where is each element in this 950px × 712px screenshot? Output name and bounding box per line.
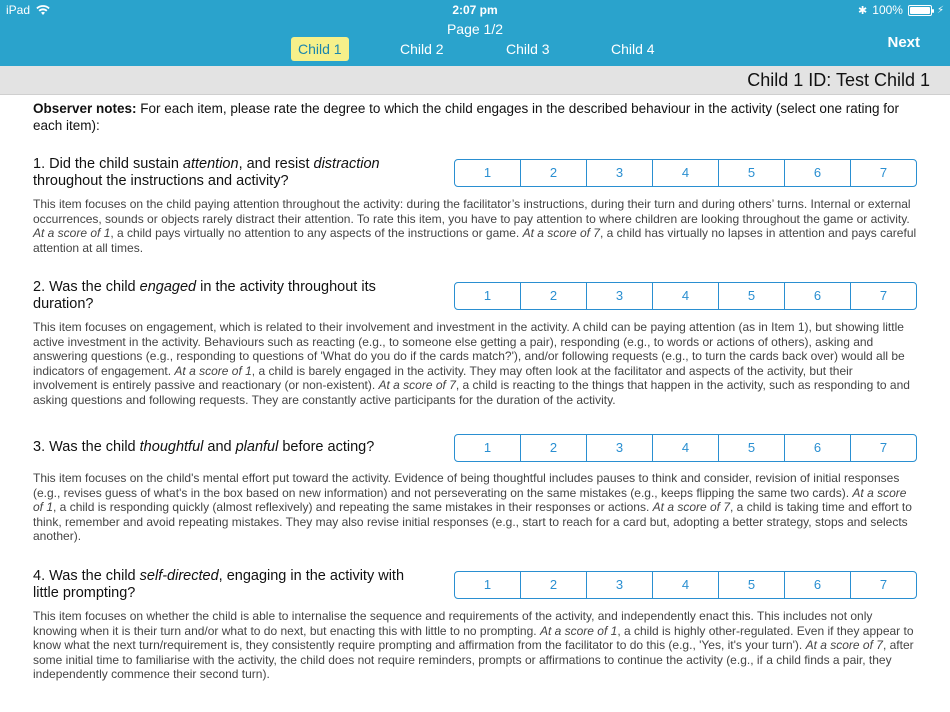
rating-option-6[interactable]: 6: [785, 160, 851, 186]
rating-option-4[interactable]: 4: [653, 283, 719, 309]
rating-scale: [454, 434, 917, 462]
bluetooth-icon: ✱: [858, 4, 868, 17]
rating-scale: [454, 571, 917, 599]
tab-child-2[interactable]: Child 2: [400, 41, 444, 57]
rating-option-5[interactable]: 5: [719, 572, 785, 598]
rating-option-4[interactable]: 4: [653, 160, 719, 186]
rating-option-7[interactable]: 7: [879, 165, 888, 180]
question-title: 3. Was the child thoughtful and planful before acting?: [33, 439, 375, 455]
rating-option-1[interactable]: 1: [455, 435, 521, 461]
rating-option-7[interactable]: 7: [879, 577, 888, 592]
battery-icon: [908, 5, 932, 16]
observer-notes: [33, 100, 918, 134]
tab-child-3[interactable]: Child 3: [506, 41, 550, 57]
question-title: 4. Was the child self-directed, engaging in the activity with little prompting?: [33, 568, 405, 601]
question-description: This item focuses on the child's mental effort put toward the activity. Evidence of being thoughtful includes pauses to think and consider, revision of initial responses (e.g., revises guess of what's in the box based on new information) and not perseverating on the same mistakes (e.g., keeps flipping the same two cards). At a score of 1, a child is responding quickly (almost reflexively) and repeating the same mistakes in their responses or actions. At a score of 7, a child is taking time and effort to think, remember and avoid repeating mistakes. They may also revise initial responses (e.g., start to reach for a card but, adopting a better strategy, stops and selects another).: [33, 471, 912, 543]
rating-option-1[interactable]: 1: [455, 283, 521, 309]
rating-option-3[interactable]: 3: [587, 572, 653, 598]
observer-notes-heading: Observer notes:: [33, 101, 137, 116]
rating-option-2[interactable]: 2: [521, 572, 587, 598]
question-description: This item focuses on whether the child is able to internalise the sequence and requirements of the activity, and independently enact this. This includes not only knowing when it is their turn and/or what to do next, but enacting this with little to no prompting. At a score of 1, a child is highly other-regulated. Even if they appear to know what the next turn/requirement is, they consistently require prompting and affirmation from the facilitator to do this (e.g., 'Yes, it's your turn'). At a score of 7, after some initial time to familiarise with the activity, the child does not require reminders, prompts or affirmations to continue the activity (e.g., if a child finds a pair, they independently commence their second turn).: [33, 609, 914, 681]
questionnaire: [33, 100, 918, 681]
rating-scale: [454, 159, 917, 187]
question-title: 2. Was the child engaged in the activity throughout its duration?: [33, 279, 376, 312]
rating-option-2[interactable]: 2: [521, 435, 587, 461]
status-bar: [0, 0, 950, 20]
tab-child-4[interactable]: Child 4: [611, 41, 655, 57]
rating-option-1[interactable]: 1: [455, 160, 521, 186]
child-id-label: Child 1 ID: Test Child 1: [747, 70, 930, 90]
rating-option-5[interactable]: 5: [719, 283, 785, 309]
question-title: 1. Did the child sustain attention, and resist distraction throughout the instructions and activity?: [33, 156, 380, 189]
app-header: [0, 0, 950, 66]
rating-option-6[interactable]: 6: [785, 283, 851, 309]
rating-option-5[interactable]: 5: [719, 160, 785, 186]
rating-option-6[interactable]: 6: [785, 572, 851, 598]
rating-option-3[interactable]: 3: [587, 160, 653, 186]
battery-percent: 100%: [872, 3, 903, 17]
tab-child-1[interactable]: Child 1: [291, 37, 349, 61]
rating-option-2[interactable]: 2: [521, 283, 587, 309]
charging-icon: ⚡: [936, 4, 944, 16]
child-id-bar: [0, 66, 950, 95]
question-description: This item focuses on the child paying attention throughout the activity: during the facilitator’s instructions, during their turn and during others’ turns. Internal or external occurrences, sounds or objects rarely distract their attention. To rate this item, you have to pay attention to where children are looking throughout the game or activity. At a score of 1, a child pays virtually no attention to any aspects of the instructions or game. At a score of 7, a child has virtually no lapses in attention and pays careful attention at all times.: [33, 197, 917, 255]
page-indicator: Page 1/2: [446, 21, 504, 37]
rating-scale: [454, 282, 917, 310]
status-time: 2:07 pm: [452, 3, 498, 17]
next-button[interactable]: Next: [887, 34, 920, 51]
observer-notes-text: For each item, please rate the degree to which the child engages in the described behaviour in the activity (select one rating for each item):: [33, 101, 899, 133]
rating-option-4[interactable]: 4: [653, 572, 719, 598]
rating-option-7[interactable]: 7: [879, 288, 888, 303]
rating-option-2[interactable]: 2: [521, 160, 587, 186]
question-description: This item focuses on engagement, which is related to their involvement and investment in the activity. A child can be paying attention (as in Item 1), but showing little active investment in the activity. Behaviours such as reacting (e.g., to someone else getting a pair), responding (e.g., to words or actions of others), asking and answering questions (e.g., responding to questions of 'What do you do if the cards match?'), and/or following requests (e.g., to turn the cards back over) would all be indicators of engagement. At a score of 1, a child is barely engaged in the activity. They may often look at the facilitator and aspects of the activity, but their involvement is entirely passive and reactionary (or non-existent). At a score of 7, a child is reacting to the things that happen in the activity, such as responding to and asking questions and following requests. They are constantly active participants for the duration of the activity.: [33, 320, 910, 407]
rating-option-5[interactable]: 5: [719, 435, 785, 461]
device-label: iPad: [6, 3, 31, 17]
rating-option-6[interactable]: 6: [785, 435, 851, 461]
rating-option-3[interactable]: 3: [587, 283, 653, 309]
rating-option-4[interactable]: 4: [653, 435, 719, 461]
rating-option-7[interactable]: 7: [879, 440, 888, 455]
rating-option-3[interactable]: 3: [587, 435, 653, 461]
rating-option-1[interactable]: 1: [455, 572, 521, 598]
